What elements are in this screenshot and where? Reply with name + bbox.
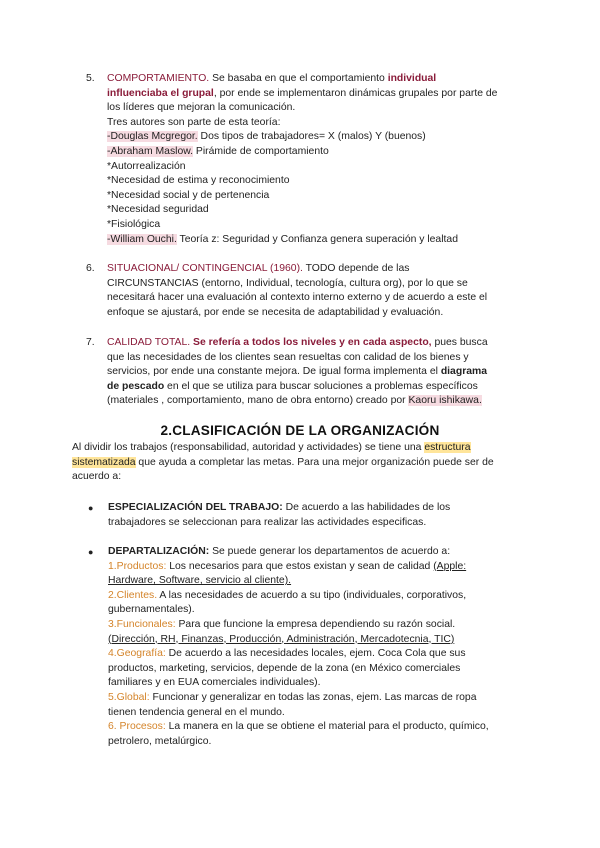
item-title: COMPORTAMIENTO. — [107, 73, 210, 84]
dept-clientes: 2.Clientes. A las necesidades de acuerdo a su tipo (individuales, corporativos, — [108, 589, 467, 601]
bullet-dot-icon: ● — [88, 503, 94, 513]
item-title: SITUACIONAL/ CONTINGENCIAL (1960). — [107, 263, 303, 274]
author-ouchi: -William Ouchi. Teoría z: Seguridad y Confianza genera superación y lealtad — [107, 233, 458, 245]
dept-global: 5.Global: Funcionar y generalizar en todas las zonas, ejem. Las marcas de ropa — [108, 691, 477, 703]
bullet-departalizacion: ● DEPARTALIZACIÓN: Se puede generar los departamentos de acuerdo a: 1.Productos: Los necesarios para que estos existan y sean de calidad (Apple: Hardware, Software, servicio al cliente). 2.Clientes. A las necesidades de acuerdo a su tipo (individuales, corporativos, gubernamentales). 3.Funcionales: Para que funcione la empresa dependiendo su razón social. (Dirección, RH, Finanzas, Producción, Administración, Mercadotecnia, TIC) 4.Geografía: De acuerdo a las necesidades locales, ejem. Coca Cola que sus productos, marketing, servicios, depende de la zona (en México comerciales familiares y en EUA comerciales individuales). 5.Global: Funcionar y generalizar en todas las zonas, ejem. Las marcas de ropa tienen tendencia general en el mundo. 6. Procesos: La manera en la que se obtiene el material para el producto, químico, petrolero, metalúrgico. — [88, 545, 528, 749]
highlight-text: estructura — [424, 442, 471, 453]
dept-geografia: 4.Geografía: De acuerdo a las necesidades locales, ejem. Coca Cola que sus — [108, 648, 466, 660]
author-maslow: -Abraham Maslow. Pirámide de comportamiento — [107, 145, 329, 157]
dept-procesos: 6. Procesos: La manera en la que se obtiene el material para el producto, químico, — [108, 721, 489, 733]
bullet-title: ESPECIALIZACIÓN DEL TRABAJO: — [108, 502, 283, 513]
bullet-title: DEPARTALIZACIÓN: — [108, 546, 210, 557]
list-item-comportamiento: 5. COMPORTAMIENTO. Se basaba en que el comportamiento individual influenciaba el grupal, por ende se implementaron dinámicas grupales por parte de los líderes que mejoran la comunicación. Tres autores son parte de esta teoría: -Douglas Mcgregor. Dos tipos de trabajadores= X (malos) Y (buenos) -Abraham Maslow. Pirámide de comportamiento *Autorrealización *Necesidad de estima y reconocimiento *Necesidad social y de pertenencia *Necesidad seguridad *Fisiológica -William Ouchi. Teoría z: Seguridad y Confianza genera superación y lealtad — [86, 72, 526, 247]
section-heading: 2.CLASIFICACIÓN DE LA ORGANIZACIÓN — [160, 423, 440, 438]
bold-text: de pescado — [107, 380, 165, 392]
bullet-dot-icon: ● — [88, 547, 94, 557]
list-item-calidad-total: 7. CALIDAD TOTAL. Se refería a todos los niveles y en cada aspecto, pues busca que las necesidades de los clientes sean resueltas con calidad de los bienes y servicios, por ende una constante mejora. De igual forma implementa el diagrama de pescado en el que se utiliza para buscar soluciones a problemas específicos (materiales , comportamiento, mano de obra entorno) creado por Kaoru ishikawa. — [86, 337, 488, 407]
dept-funcionales: 3.Funcionales: Para que funcione la empresa dependiendo su razón social. — [108, 618, 456, 630]
author-ishikawa: Kaoru ishikawa. — [408, 395, 482, 407]
bullet-especializacion: ● ESPECIALIZACIÓN DEL TRABAJO: De acuerdo a las habilidades de los trabajadores se seleccionan para realizar las actividades especificas. — [88, 502, 451, 528]
need-item: *Necesidad seguridad — [107, 204, 209, 216]
bold-text: Se refería a todos los niveles y en cada aspecto, — [190, 337, 432, 348]
highlight-text: sistematizada — [72, 456, 136, 468]
dept-productos: 1.Productos: Los necesarios para que estos existan y sean de calidad (Apple: — [108, 560, 467, 572]
list-number: 6. — [86, 263, 95, 274]
need-item: *Necesidad social y de pertenencia — [107, 189, 270, 201]
bold-text: diagrama — [440, 366, 488, 378]
need-item: *Necesidad de estima y reconocimiento — [107, 175, 290, 187]
list-number: 5. — [86, 73, 95, 84]
need-item: *Autorrealización — [107, 160, 186, 172]
bold-text: individual — [387, 73, 437, 84]
author-mcgregor: -Douglas Mcgregor. Dos tipos de trabajadores= X (malos) Y (buenos) — [107, 131, 426, 143]
intro-paragraph: Al dividir los trabajos (responsabilidad, autoridad y actividades) se tiene una estructura sistematizada que ayuda a completar las metas. Para una mejor organización puede ser de acuerdo a: — [72, 442, 494, 483]
list-item-situacional: 6. SITUACIONAL/ CONTINGENCIAL (1960). TODO depende de las CIRCUNSTANCIAS (entorno, Individual, tecnología, cultura org), por lo que se necesitará hacer una evaluación al contexto interno externo y de acuerdo a este el enfoque se ajustará, por ende se necesita de adaptabilidad y evaluación. — [86, 263, 488, 318]
list-number: 7. — [86, 337, 95, 348]
item-title: CALIDAD TOTAL. — [107, 337, 191, 348]
need-item: *Fisiológica — [107, 218, 161, 230]
bold-text: influenciaba el grupal — [107, 87, 214, 99]
